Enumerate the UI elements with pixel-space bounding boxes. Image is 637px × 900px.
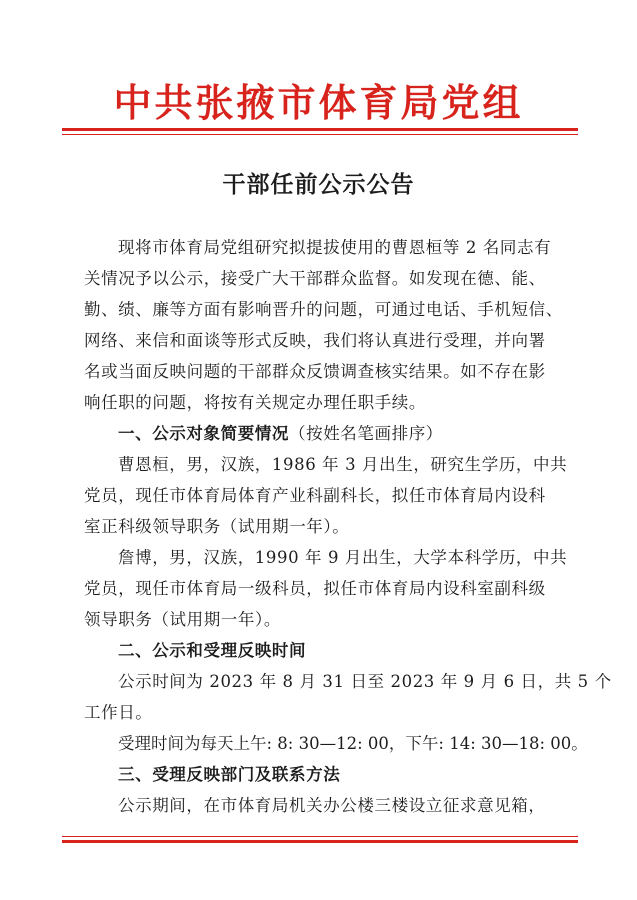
person-1-line: 室正科级领导职务（试用期一年）。 <box>84 517 350 536</box>
section-1-heading: 一、公示对象简要情况 <box>118 424 289 443</box>
section-1-heading-row <box>118 419 443 449</box>
section-3-heading: 三、受理反映部门及联系方法 <box>118 765 341 784</box>
person-1-line: 党员，现任市体育局体育产业科副科长，拟任市体育局内设科 <box>84 486 546 505</box>
intro-line: 勤、绩、廉等方面有影响晋升的问题，可通过电话、手机短信、 <box>84 300 563 319</box>
notice-title: 干部任前公示公告 <box>222 171 415 198</box>
org-title: 中共张掖市体育局党组 <box>113 80 524 125</box>
publicity-period-line: 工作日。 <box>84 703 153 722</box>
intro-line: 现将市体育局党组研究拟提拔使用的曹恩桓等 2 名同志有 <box>118 238 552 257</box>
person-2-line: 党员，现任市体育局一级科员，拟任市体育局内设科室副科级 <box>84 579 546 598</box>
intro-line: 名或当面反映问题的干部群众反馈调查核实结果。如不存在影 <box>84 362 546 381</box>
person-2-line: 詹博，男，汉族，1990 年 9 月出生，大学本科学历，中共 <box>118 548 568 567</box>
section-1-heading-note: （按姓名笔画排序） <box>289 424 443 443</box>
contact-method-line: 公示期间，在市体育局机关办公楼三楼设立征求意见箱， <box>118 796 546 815</box>
intro-line: 响任职的问题，将按有关规定办理任职手续。 <box>84 393 426 412</box>
acceptance-hours: 受理时间为每天上午: 8: 30—12: 00，下午: 14: 30—18: 00。 <box>118 734 588 753</box>
intro-line: 网络、来信和面谈等形式反映，我们将认真进行受理，并向署 <box>84 331 546 350</box>
footer-divider-thick <box>62 840 578 843</box>
section-2-heading: 二、公示和受理反映时间 <box>118 641 307 660</box>
footer-divider-thin <box>62 836 578 837</box>
person-2-line: 领导职务（试用期一年）。 <box>84 610 281 629</box>
person-1-line: 曹恩桓，男，汉族，1986 年 3 月出生，研究生学历，中共 <box>118 455 568 474</box>
header-divider-thick <box>62 128 578 131</box>
header-divider-thin <box>62 134 578 135</box>
intro-line: 关情况予以公示，接受广大干部群众监督。如发现在德、能、 <box>84 269 546 288</box>
publicity-period-line: 公示时间为 2023 年 8 月 31 日至 2023 年 9 月 6 日，共 5 个 <box>118 672 612 691</box>
